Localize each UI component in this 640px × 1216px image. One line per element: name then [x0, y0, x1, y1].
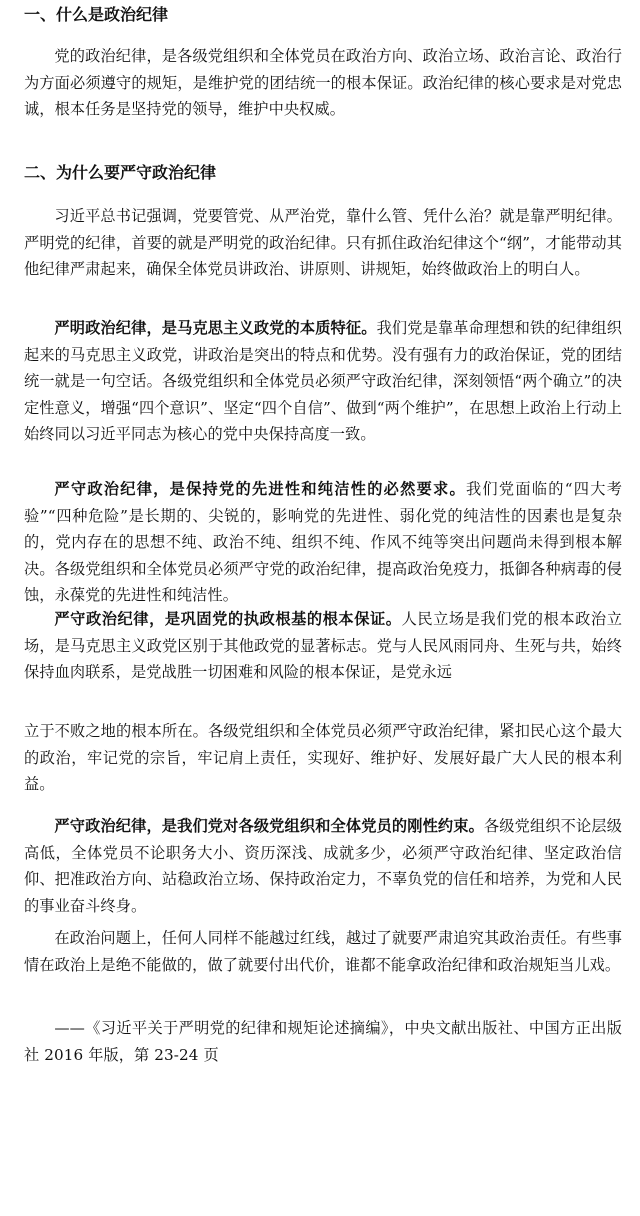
closing-paragraph: 在政治问题上，任何人同样不能越过红线，越过了就要严肃追究其政治责任。有些事情在政治上是绝不能做的，做了就要付出代价，谁都不能拿政治纪律和政治规矩当儿戏。 [24, 929, 622, 974]
point-2-lead: 严守政治纪律，是保持党的先进性和纯洁性的必然要求。 [54, 480, 466, 498]
point-3-continuation: 立于不败之地的根本所在。各级党组织和全体党员必须严守政治纪律，紧扣民心这个最大的政治，牢记党的宗旨，牢记肩上责任，实现好、维护好、发展好最广大人民的根本利益。 [24, 722, 622, 793]
point-1-paragraph [24, 315, 622, 448]
point-3-body: 人民立场是我们党的根本政治立场，是马克思主义政党区别于其他政党的显著标志。党与人民风雨同舟、生死与共，始终保持血肉联系，是党战胜一切困难和风险的根本保证，是党永远 [24, 610, 622, 681]
section-2-heading: 二、为什么要严守政治纪律 [24, 163, 217, 182]
section-2-intro-paragraph: 习近平总书记强调，党要管党、从严治党，靠什么管、凭什么治？就是靠严明纪律。严明党的纪律，首要的就是严明党的政治纪律。只有抓住政治纪律这个“纲”，才能带动其他纪律严肃起来，确保全体党员讲政治、讲原则、讲规矩，始终做政治上的明白人。 [24, 207, 622, 278]
source-citation: ——《习近平关于严明党的纪律和规矩论述摘编》，中央文献出版社、中国方正出版社 2016 年版，第 23-24 页 [24, 1019, 622, 1064]
point-3-lead: 严守政治纪律，是巩固党的执政根基的根本保证。 [54, 610, 402, 628]
point-1-lead: 严明政治纪律，是马克思主义政党的本质特征。 [54, 319, 377, 337]
point-3-paragraph [24, 606, 622, 686]
section-1-paragraph: 党的政治纪律，是各级党组织和全体党员在政治方向、政治立场、政治言论、政治行为方面必须遵守的规矩，是维护党的团结统一的根本保证。政治纪律的核心要求是对党忠诚，根本任务是坚持党的领导，维护中央权威。 [24, 47, 622, 118]
point-4-paragraph [24, 813, 622, 919]
point-2-paragraph [24, 476, 622, 609]
point-1-body: 我们党是靠革命理想和铁的纪律组织起来的马克思主义政党，讲政治是突出的特点和优势。没有强有力的政治保证，党的团结统一就是一句空话。各级党组织和全体党员必须严守政治纪律，深刻领悟“两个确立”的决定性意义，增强“四个意识”、坚定“四个自信”、做到“两个维护”，在思想上政治上行动上始终同以习近平同志为核心的党中央保持高度一致。 [24, 319, 622, 443]
point-2-body: 我们党面临的“四大考验”“四种危险”是长期的、尖锐的，影响党的先进性、弱化党的纯洁性的因素也是复杂的，党内存在的思想不纯、政治不纯、组织不纯、作风不纯等突出问题尚未得到根本解决。各级党组织和全体党员必须严守党的政治纪律，提高政治免疫力，抵御各种病毒的侵蚀，永葆党的先进性和纯洁性。 [24, 480, 623, 604]
point-4-body: 各级党组织不论层级高低，全体党员不论职务大小、资历深浅、成就多少，必须严守政治纪律、坚定政治信仰、把准政治方向、站稳政治立场、保持政治定力，不辜负党的信任和培养，为党和人民的事业奋斗终身。 [24, 817, 622, 915]
section-1-heading: 一、什么是政治纪律 [24, 5, 169, 24]
point-4-lead: 严守政治纪律，是我们党对各级党组织和全体党员的刚性约束。 [54, 817, 484, 835]
